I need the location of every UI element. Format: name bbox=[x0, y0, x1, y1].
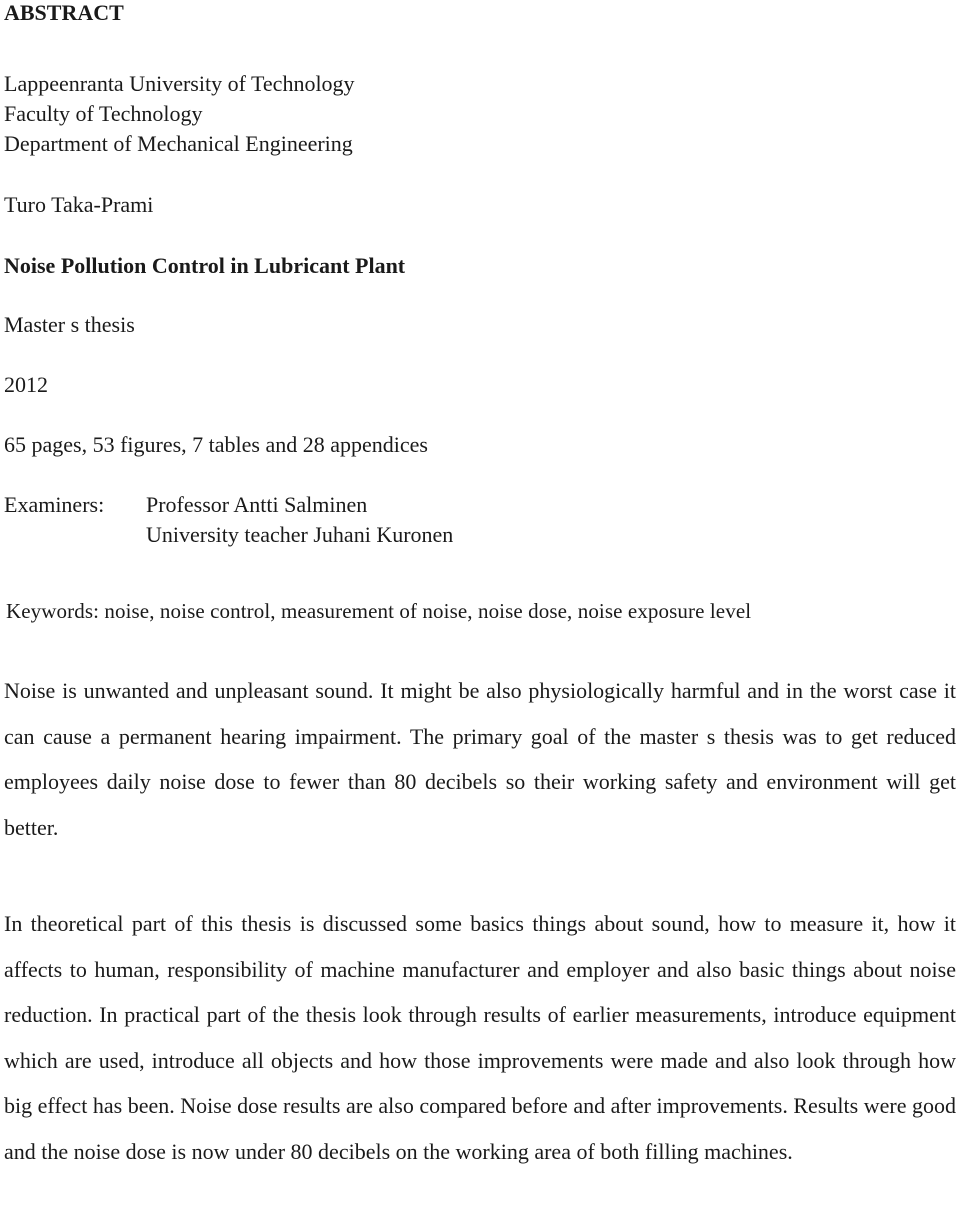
thesis-title: Noise Pollution Control in Lubricant Plant bbox=[4, 253, 406, 278]
thesis-extent: 65 pages, 53 figures, 7 tables and 28 appendices bbox=[4, 432, 428, 457]
keywords-line: Keywords: noise, noise control, measurement of noise, noise dose, noise exposure level bbox=[6, 599, 752, 623]
abstract-paragraph-2: In theoretical part of this thesis is discussed some basics things about sound, how to measure it, how it affects to human, responsibility of machine manufacturer and employer and also basic things about noise reduction. In practical part of the thesis look through results of earlier measurements, introduce equipment which are used, introduce all objects and how those improvements were made and also look through how big effect has been. Noise dose results are also compared before and after improvements. Results were good and the noise dose is now under 80 decibels on the working area of both filling machines. bbox=[4, 911, 956, 1164]
author-name: Turo Taka-Prami bbox=[4, 192, 154, 217]
page-heading: ABSTRACT bbox=[4, 0, 124, 25]
examiner-2: University teacher Juhani Kuronen bbox=[146, 522, 454, 547]
thesis-type: Master s thesis bbox=[4, 312, 135, 337]
department-name: Department of Mechanical Engineering bbox=[4, 131, 353, 156]
thesis-year: 2012 bbox=[4, 372, 48, 397]
examiner-1: Professor Antti Salminen bbox=[146, 492, 368, 517]
abstract-paragraph-1: Noise is unwanted and unpleasant sound. It might be also physiologically harmful and in the worst case it can cause a permanent hearing impairment. The primary goal of the master s thesis was to get reduced employees daily noise dose to fewer than 80 decibels so their working safety and environment will get better. bbox=[4, 678, 956, 840]
examiners-label: Examiners: bbox=[4, 492, 105, 517]
university-name: Lappeenranta University of Technology bbox=[4, 71, 355, 96]
faculty-name: Faculty of Technology bbox=[4, 101, 203, 126]
